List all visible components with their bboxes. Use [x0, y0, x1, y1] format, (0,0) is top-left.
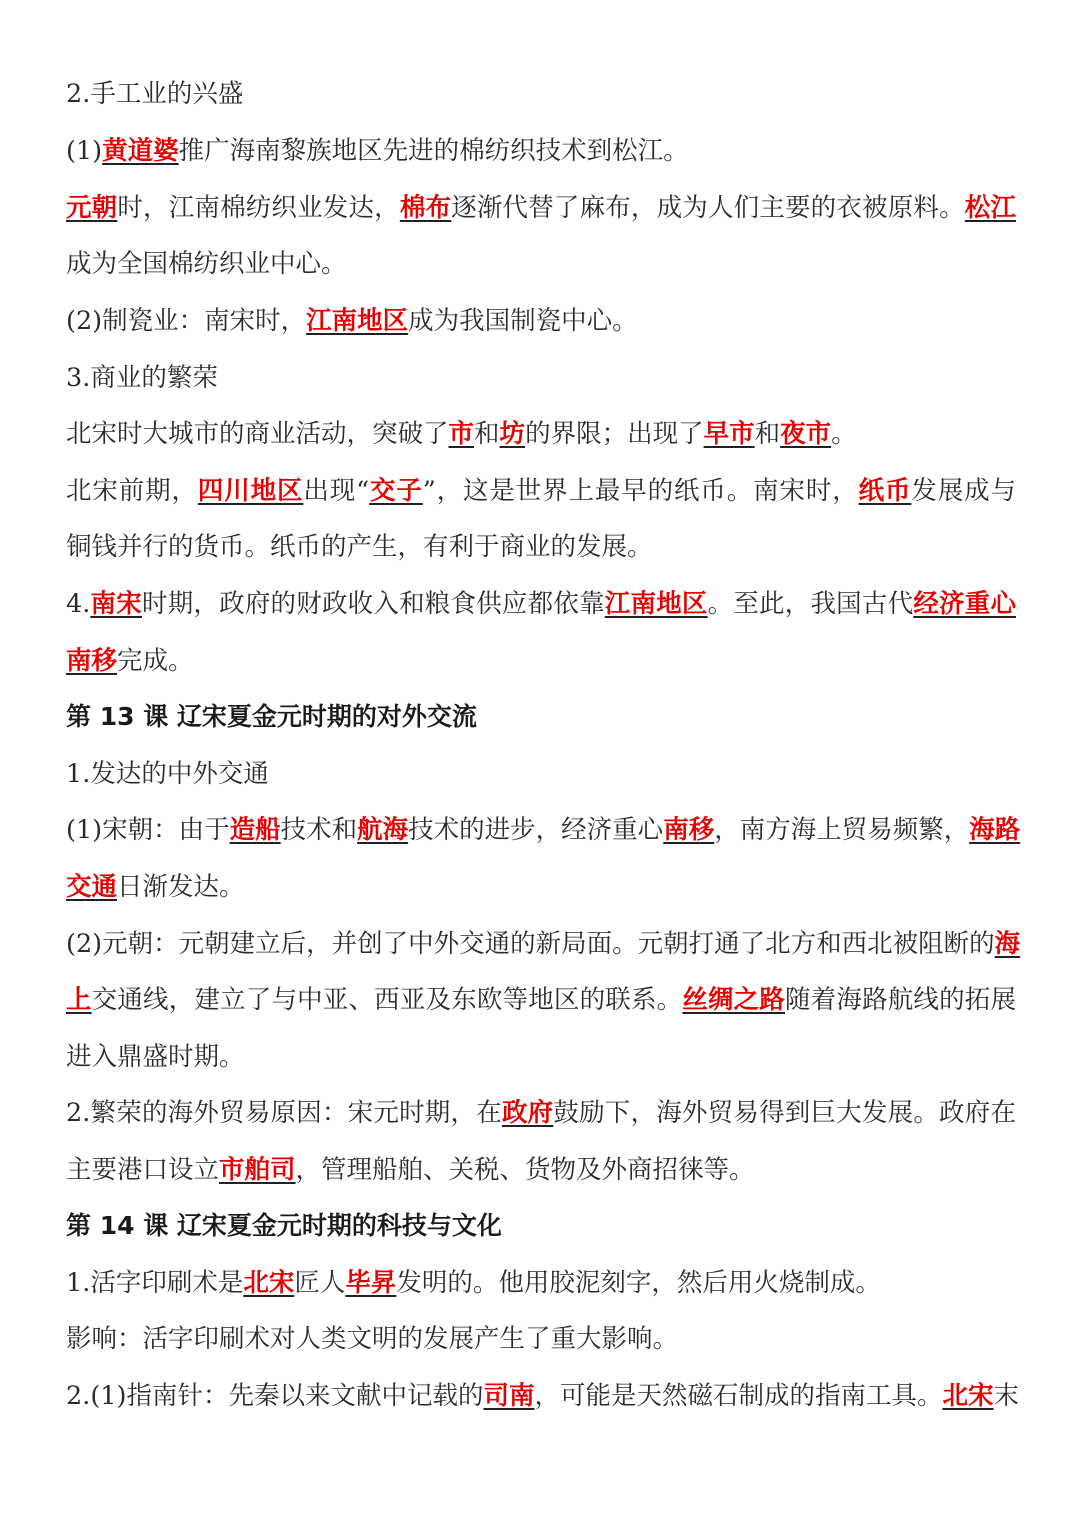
keyword-highlight: 夜市 — [780, 419, 832, 449]
keyword-highlight: 交通 — [66, 872, 118, 902]
text-line: 进入鼎盛时期。 — [66, 1042, 245, 1072]
keyword-highlight: 市舶司 — [219, 1155, 296, 1185]
text-line — [66, 133, 1016, 169]
keyword-highlight: 南移 — [663, 815, 715, 845]
text-segment: 技术和 — [280, 815, 358, 845]
keyword-highlight: 海路 — [969, 815, 1021, 845]
keyword-highlight: 坊 — [499, 419, 526, 449]
keyword-highlight: 毕昇 — [345, 1268, 397, 1298]
text-line — [66, 1152, 1016, 1188]
keyword-highlight: 四川地区 — [197, 476, 304, 506]
text-segment: 。至此，我国古代 — [707, 589, 914, 619]
text-segment: 时期，政府的财政收入和粮食供应都依靠 — [141, 589, 605, 619]
text-segment: 推广海南黎族地区先进的棉纺织技术到松江。 — [178, 136, 689, 166]
text-segment: 发展成与 — [911, 476, 1016, 506]
text-segment: 和 — [474, 419, 500, 449]
section-heading: 第 13 课 辽宋夏金元时期的对外交流 — [66, 702, 477, 731]
text-line — [66, 473, 1016, 509]
text-segment: 和 — [754, 419, 781, 449]
keyword-highlight: 南移 — [66, 646, 118, 676]
keyword-highlight: 市 — [448, 419, 475, 449]
text-line — [66, 416, 1016, 452]
keyword-highlight: 早市 — [703, 419, 755, 449]
keyword-highlight: 政府 — [501, 1098, 554, 1128]
keyword-highlight: 造船 — [229, 815, 281, 845]
text-segment: 逐渐代替了麻布，成为人们主要的衣被原料。 — [451, 193, 965, 223]
keyword-highlight: 交子 — [369, 476, 423, 506]
text-segment: 成为我国制瓷中心。 — [408, 306, 638, 336]
text-line — [66, 586, 1016, 622]
keyword-highlight: 北宋 — [942, 1381, 994, 1411]
keyword-highlight: 航海 — [357, 815, 409, 845]
text-segment: 2.繁荣的海外贸易原因：宋元时期，在 — [66, 1098, 502, 1128]
text-segment: 4. — [66, 589, 91, 619]
text-segment: ，南方海上贸易频繁， — [714, 815, 970, 845]
text-segment: 日渐发达。 — [117, 872, 245, 902]
text-segment: 匠人 — [294, 1268, 346, 1298]
text-line — [66, 190, 1016, 226]
text-line — [66, 812, 1021, 848]
text-line — [66, 1378, 1020, 1414]
keyword-highlight: 南宋 — [90, 589, 142, 619]
keyword-highlight: 北宋 — [243, 1268, 295, 1298]
keyword-highlight: 江南地区 — [604, 589, 708, 619]
text-segment: (2)元朝：元朝建立后，并创了中外交通的新局面。元朝打通了北方和西北被阻断的 — [66, 929, 995, 959]
keyword-highlight: 松江 — [964, 193, 1016, 223]
text-segment: 北宋前期， — [66, 476, 198, 506]
text-line: 2.手工业的兴盛 — [66, 79, 244, 109]
text-line: 铜钱并行的货币。纸币的产生，有利于商业的发展。 — [66, 532, 653, 562]
keyword-highlight: 棉布 — [399, 193, 452, 223]
text-segment: (1) — [66, 136, 103, 166]
text-segment: 北宋时大城市的商业活动，突破了 — [66, 419, 449, 449]
text-segment: 随着海路航线的拓展 — [785, 985, 1016, 1015]
text-line — [66, 926, 1021, 962]
text-line — [66, 643, 1016, 679]
text-segment: 2.(1)指南针：先秦以来文献中记载的 — [66, 1381, 484, 1411]
text-line: 成为全国棉纺织业中心。 — [66, 249, 347, 279]
text-segment: 技术的进步，经济重心 — [408, 815, 664, 845]
text-segment: 时，江南棉纺织业发达， — [117, 193, 400, 223]
text-line — [66, 1265, 1016, 1301]
text-segment: ，管理船舶、关税、货物及外商招徕等。 — [295, 1155, 755, 1185]
keyword-highlight: 丝绸之路 — [682, 985, 786, 1015]
text-segment: 发明的。他用胶泥刻字，然后用火烧制成。 — [396, 1268, 881, 1298]
text-segment: 1.活字印刷术是 — [66, 1268, 244, 1298]
text-segment: 鼓励下，海外贸易得到巨大发展。政府在 — [553, 1098, 1016, 1128]
keyword-highlight: 上 — [66, 985, 92, 1015]
text-line — [66, 1095, 1016, 1131]
keyword-highlight: 黄道婆 — [102, 136, 179, 166]
keyword-highlight: 海 — [994, 929, 1021, 959]
text-segment: 的界限；出现了 — [525, 419, 704, 449]
text-segment: (2)制瓷业：南宋时， — [66, 306, 307, 336]
keyword-highlight: 司南 — [483, 1381, 535, 1411]
text-segment: 主要港口设立 — [66, 1155, 220, 1185]
text-line: 1.发达的中外交通 — [66, 759, 269, 789]
text-line: 3.商业的繁荣 — [66, 363, 218, 393]
keyword-highlight: 经济重心 — [913, 589, 1016, 619]
keyword-highlight: 江南地区 — [306, 306, 409, 336]
text-segment: 。 — [831, 419, 857, 449]
text-line — [66, 982, 1016, 1018]
keyword-highlight: 纸币 — [858, 476, 912, 506]
text-segment: ”，这是世界上最早的纸币。南宋时， — [422, 476, 859, 506]
section-heading: 第 14 课 辽宋夏金元时期的科技与文化 — [66, 1211, 502, 1240]
text-line — [66, 303, 1016, 339]
keyword-highlight: 元朝 — [66, 193, 118, 223]
text-segment: 出现“ — [303, 476, 370, 506]
text-segment: (1)宋朝：由于 — [66, 815, 230, 845]
text-segment: 完成。 — [117, 646, 194, 676]
text-line: 影响：活字印刷术对人类文明的发展产生了重大影响。 — [66, 1324, 679, 1354]
text-segment: ，可能是天然磁石制成的指南工具。 — [534, 1381, 943, 1411]
text-segment: 交通线，建立了与中亚、西亚及东欧等地区的联系。 — [91, 985, 683, 1015]
text-segment: 末 — [993, 1381, 1020, 1411]
text-line — [66, 869, 1016, 905]
